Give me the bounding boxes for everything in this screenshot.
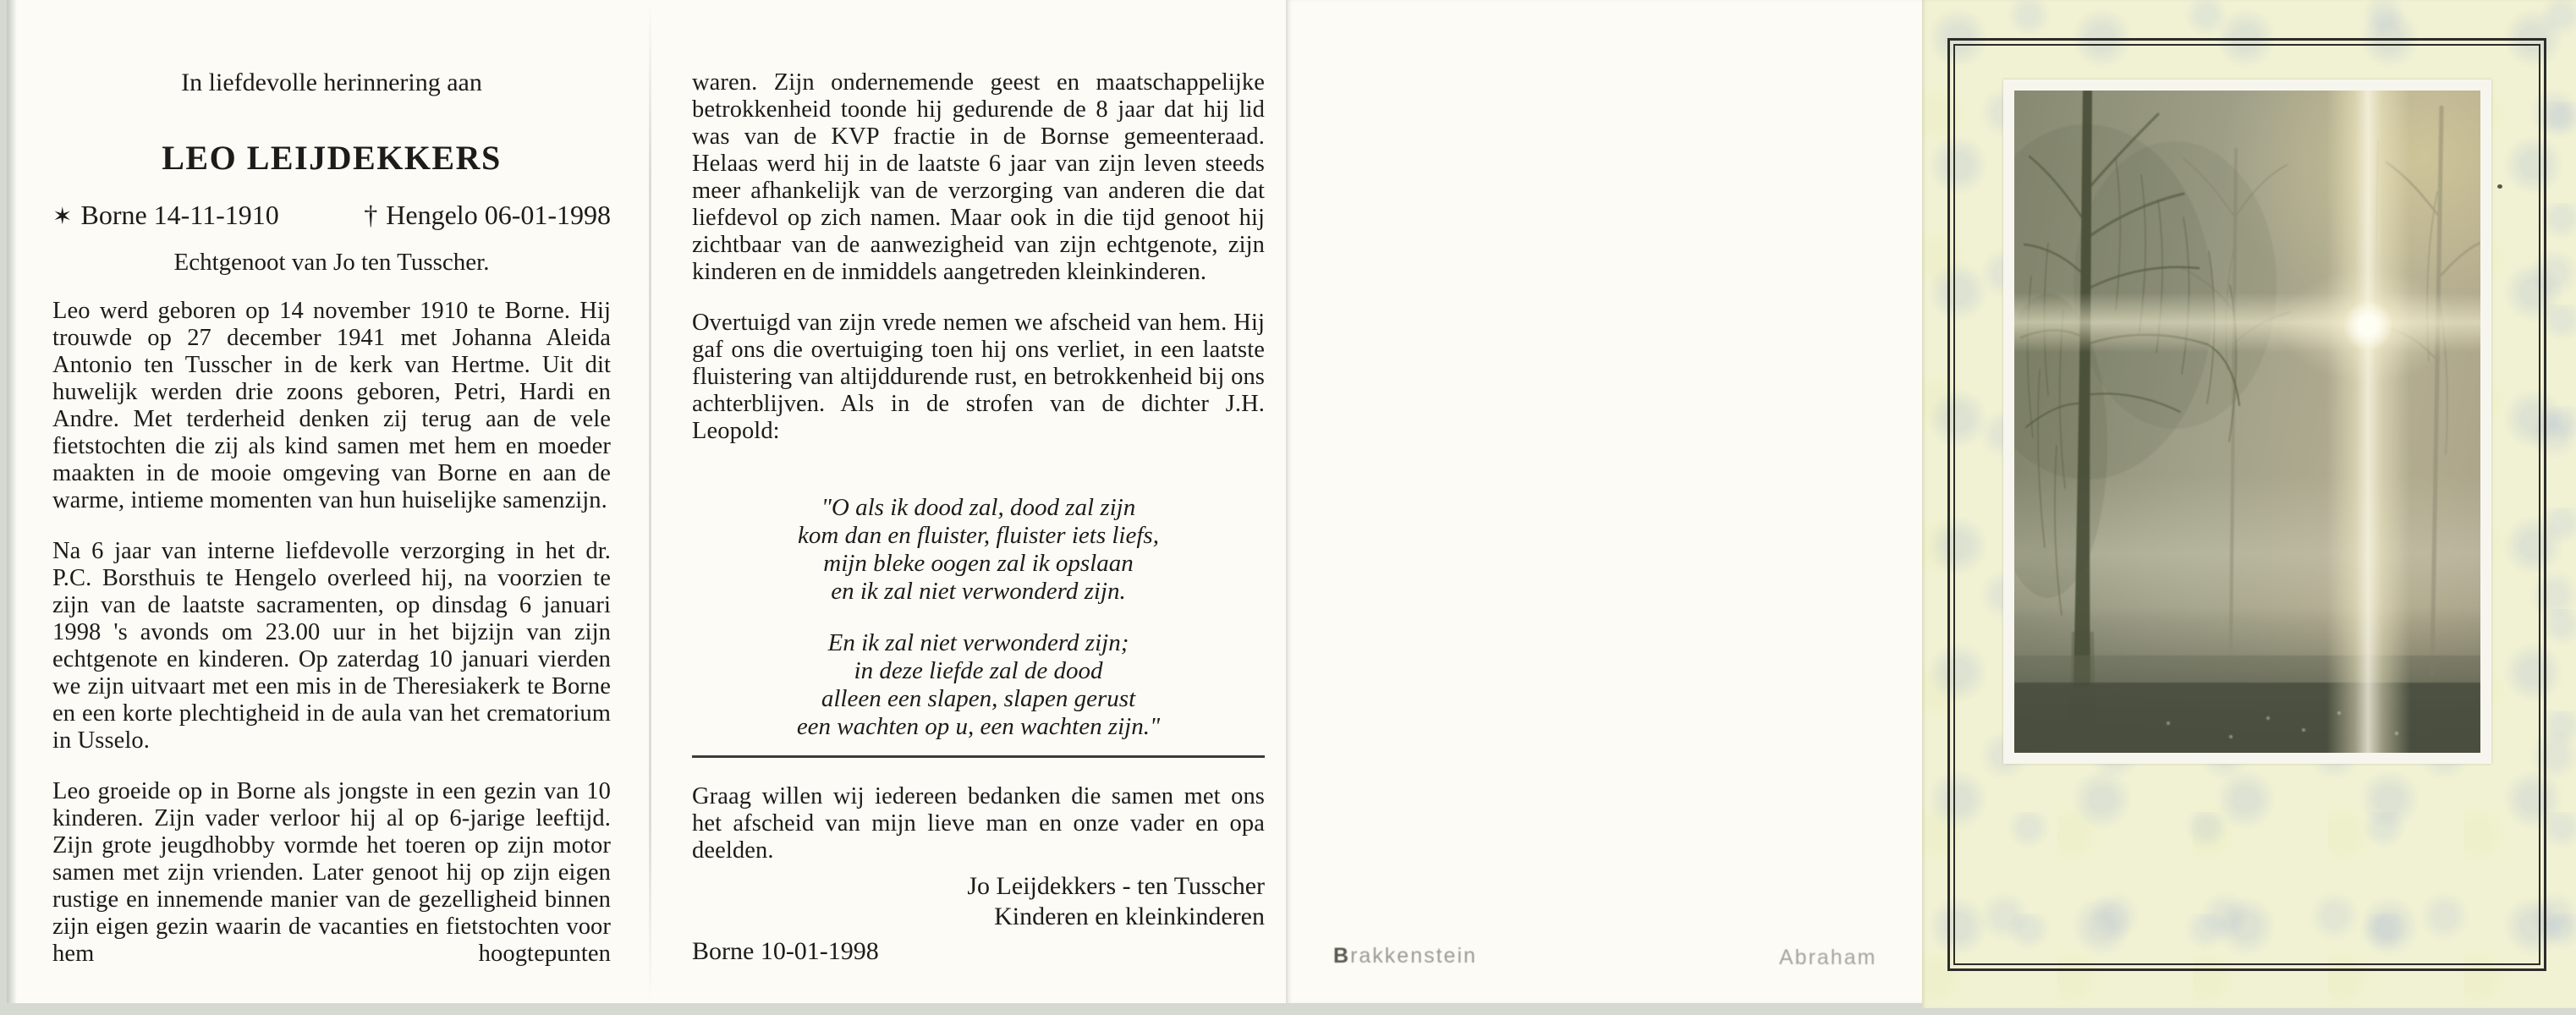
paragraph-life-1: Leo werd geboren op 14 november 1910 te Borne. Hij trouwde op 27 december 1941 met Johanna Aleida Antonio ten Tusscher in de kerk van Hertme. Uit dit huwelijk werden drie zoons geboren, Petri, Hardi en Andre. Met terderheid denken zij terug aan de vele fietstochten die zij als kind samen met hem en moeder maakten in de mooie omgeving van Borne en aan de warme, intieme momenten van hun huiselijke samenzijn. [52,298,611,513]
birth-place-date: Borne 14-11-1910 [80,200,279,230]
death-cross-icon: † [364,200,378,230]
signature-line: Kinderen en kleinkinderen [994,903,1265,930]
poem [692,494,1265,741]
page-left-edge [7,0,17,1003]
memorial-line: In liefdevolle herinnering aan [181,69,482,96]
signature-line: Jo Leijdekkers - ten Tusscher [967,872,1265,900]
text-column-right [692,0,1265,1003]
death-place-date: Hengelo 06-01-1998 [386,200,611,230]
fold-line [649,0,651,1003]
divider-rule [692,755,1265,758]
paragraph-life-2: Na 6 jaar van interne liefdevolle verzorging in het dr. P.C. Borsthuis te Hengelo overleed hij, na voorzien te zijn van de laatste sacramenten, op dinsdag 6 januari 1998 's avonds om 23.00 uur in het bijzijn van zijn echtgenote en kinderen. Op zaterdag 10 januari vierden we zijn uitvaart met een mis in de Theresiakerk te Borne en een korte plechtigheid in de aula van het crematorium in Usselo. [52,538,611,754]
poem-line: En ik zal niet verwonderd zijn; [827,629,1129,656]
card-front-page [7,0,1286,1003]
birth-entry [52,200,279,232]
poem-stanza-2 [692,629,1265,741]
deceased-name: LEO LEIJDEKKERS [162,139,502,177]
closing-date: Borne 10-01-1998 [692,937,879,965]
thanks-paragraph: Graag willen wij iedereen bedanken die samen met ons het afscheid van mijn lieve man en onze vader en opa deelden. [692,783,1265,864]
paragraph-life-3: Leo groeide op in Borne als jongste in een gezin van 10 kinderen. Zijn vader verloor hij al op 6-jarige leeftijd. Zijn grote jeugdhobby vormde het toeren op zijn motor samen met zijn vrienden. Later genoot hij op zijn eigen rustige en innemende manier van de gezelligheid binnen zijn eigen gezin waarin de vacanties en fietstochten voor hem hoogtepunten [52,778,611,967]
birth-star-icon: ✶ [52,202,73,230]
signature-block [967,871,1265,932]
text-column-left [52,0,611,1003]
photo-panel [1922,0,2576,1008]
paragraph-farewell: Overtuigd van zijn vrede nemen we afscheid van hem. Hij gaf ons die overtuiging toen hij ons verliet, in een laatste fluistering van altijddurende rust, en betrokkenheid bij ons achterblijven. Als in de strofen van de dichter J.H. Leopold: [692,310,1265,444]
spouse-line: Echtgenoot van Jo ten Tusscher. [173,249,490,276]
poem-line: in deze liefde zal de dood [854,657,1103,684]
poem-line: mijn bleke oogen zal ik opslaan [823,550,1134,577]
poem-line: kom dan en fluister, fluister iets liefs, [798,522,1159,549]
poem-stanza-1 [692,494,1265,606]
photo-mat [2003,80,2491,764]
printer-stamp-left: Brakkenstein [1333,944,1477,968]
dates-row [52,200,611,232]
misty-trees-photo [2014,91,2480,753]
death-entry [364,200,611,230]
poem-line: een wachten op u, een wachten zijn." [796,713,1161,740]
poem-line: alleen een slapen, slapen gerust [821,685,1136,712]
tree-silhouettes [2014,91,2480,753]
paragraph-life-4: waren. Zijn ondernemende geest en maatschappelijke betrokkenheid toonde hij gedurende de 8 jaar dat hij lid was van de KVP fractie in de Bornse gemeenteraad. Helaas werd hij in de laatste 6 jaar van zijn leven steeds meer afhankelijk van de verzorging van anderen die dat liefdevol op zich namen. Maar ook in die tijd genoot hij zichtbaar van de aanwezigheid van zijn echtgenote, zijn kinderen en de inmiddels aangetreden kleinkinderen. [692,69,1265,285]
printer-stamp-right: Abraham [1779,946,1877,969]
poem-line: en ik zal niet verwonderd zijn. [831,578,1126,605]
card-back-page [1286,0,1922,1003]
dust-speck [2497,184,2502,189]
poem-line: "O als ik dood zal, dood zal zijn [821,494,1136,521]
